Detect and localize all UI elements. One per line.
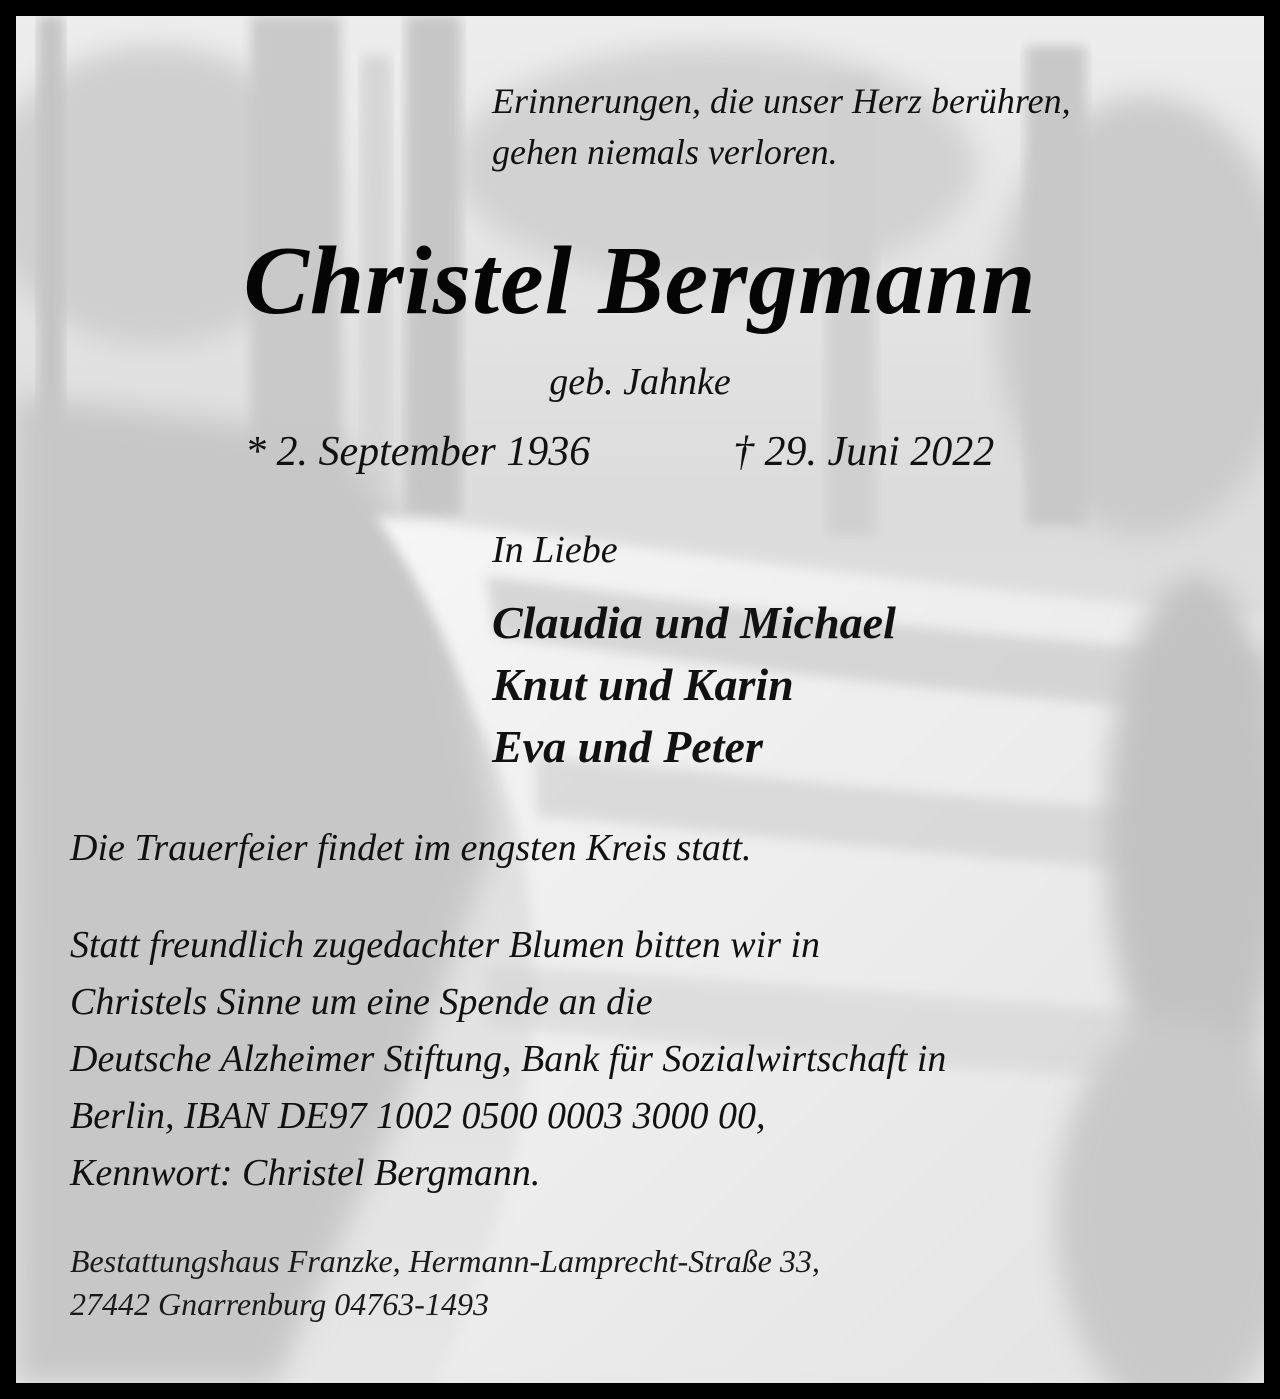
mourners-intro: In Liebe [492, 529, 618, 571]
funeral-home-city-phone: 27442 Gnarrenburg 04763-1493 [70, 1286, 489, 1322]
motto-line-2: gehen niemals verloren. [492, 132, 838, 172]
donation-line: Kennwort: Christel Bergmann. [70, 1152, 541, 1194]
mourner-name: Eva und Peter [492, 721, 763, 772]
funeral-home-info [70, 1240, 820, 1326]
death-date: † 29. Juni 2022 [733, 429, 995, 475]
mourners-list [492, 592, 896, 778]
donation-line: Statt freundlich zugedachter Blumen bitten wir in [70, 924, 821, 966]
motto-quote [492, 76, 1071, 178]
deceased-name: Christel Bergmann [243, 227, 1037, 335]
funeral-home-address: Bestattungshaus Franzke, Hermann-Lamprecht-Straße 33, [70, 1243, 820, 1279]
donation-line: Berlin, IBAN DE97 1002 0500 0003 3000 00, [70, 1095, 766, 1137]
donation-line: Deutsche Alzheimer Stiftung, Bank für Sozialwirtschaft in [70, 1038, 947, 1080]
service-note: Die Trauerfeier findet im engsten Kreis statt. [70, 827, 752, 869]
birth-name: geb. Jahnke [549, 361, 731, 403]
birth-date: * 2. September 1936 [245, 429, 591, 475]
donation-line: Christels Sinne um eine Spende an die [70, 981, 653, 1023]
mourner-name: Knut und Karin [492, 659, 794, 710]
donation-request [70, 917, 946, 1202]
motto-line-1: Erinnerungen, die unser Herz berühren, [492, 81, 1071, 121]
mourner-name: Claudia und Michael [492, 597, 896, 648]
